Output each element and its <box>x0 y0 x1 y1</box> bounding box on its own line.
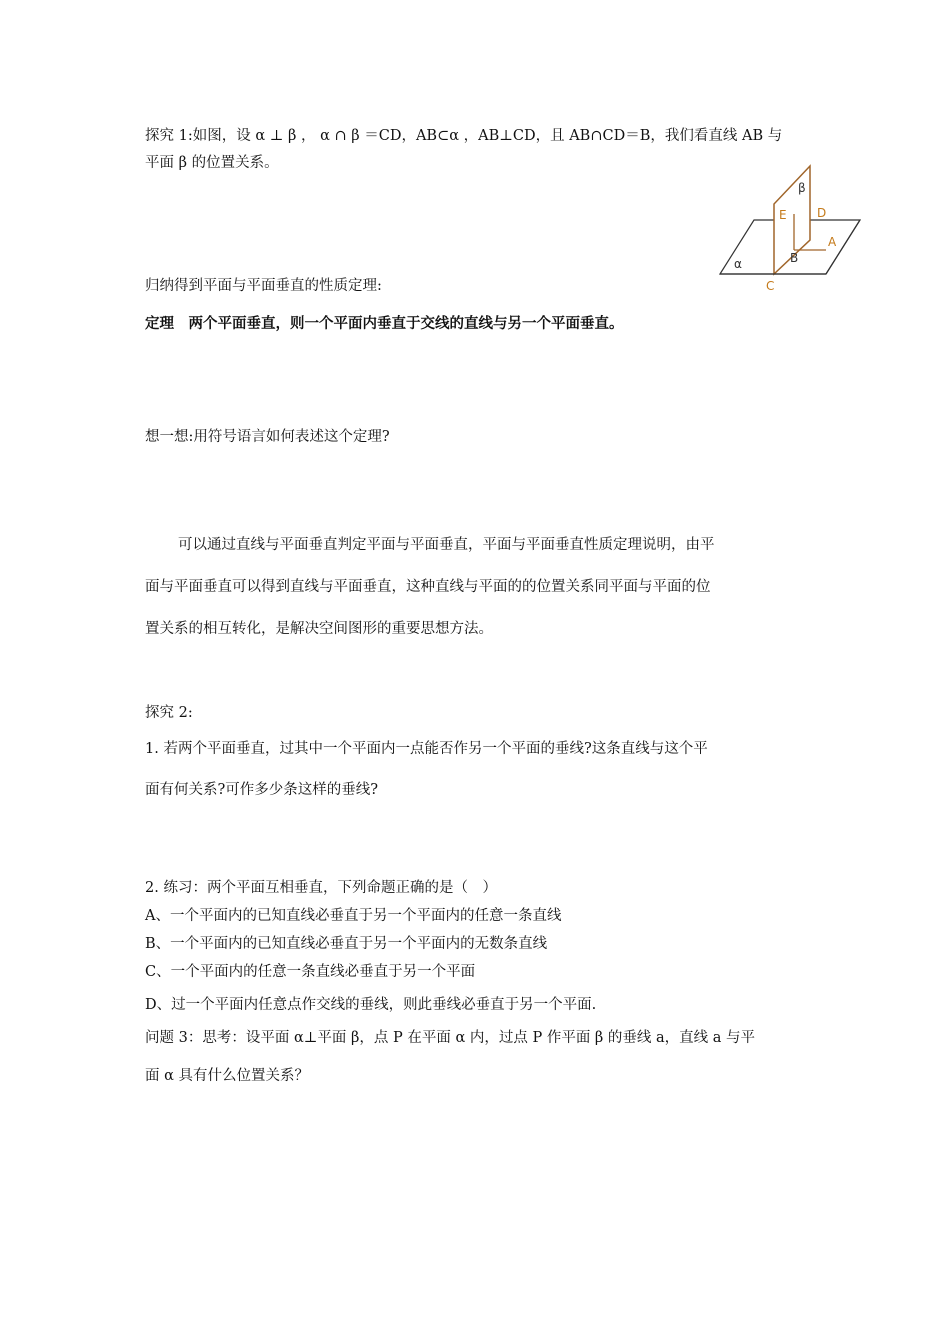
summary-label: 归纳得到平面与平面垂直的性质定理: <box>145 278 382 294</box>
theorem-statement: 定理 两个平面垂直，则一个平面内垂直于交线的直线与另一个平面垂直。 <box>145 316 624 332</box>
explore1-line1: 探究 1:如图，设 α ⊥ β ， α ∩ β ＝CD，AB⊂α ，AB⊥CD，且 AB∩CD＝B，我们看直线 AB 与 <box>145 128 783 144</box>
perpendicular-planes-figure <box>718 162 866 292</box>
paragraph-line2: 面与平面垂直可以得到直线与平面垂直，这种直线与平面的的位置关系同平面与平面的位 <box>145 579 711 595</box>
explore2-q1-line1: 1. 若两个平面垂直，过其中一个平面内一点能否作另一个平面的垂线?这条直线与这个平 <box>145 741 708 757</box>
label-point-b: B <box>790 251 799 265</box>
explore1-line2: 平面 β 的位置关系。 <box>145 155 279 171</box>
label-point-c: C <box>766 279 775 292</box>
label-point-d: D <box>817 206 827 220</box>
label-point-e: E <box>779 208 787 222</box>
label-point-a: A <box>828 235 837 249</box>
exercise-option-d: D、过一个平面内任意点作交线的垂线，则此垂线必垂直于另一个平面. <box>145 997 597 1013</box>
think-prompt: 想一想:用符号语言如何表述这个定理? <box>145 429 390 445</box>
paragraph-line1: 可以通过直线与平面垂直判定平面与平面垂直，平面与平面垂直性质定理说明，由平 <box>178 537 715 553</box>
explore2-title: 探究 2: <box>145 705 193 721</box>
paragraph-line3: 置关系的相互转化，是解决空间图形的重要思想方法。 <box>145 621 493 637</box>
problem3-line2: 面 α 具有什么位置关系？ <box>145 1068 310 1084</box>
label-beta: β <box>798 181 806 195</box>
exercise-option-a: A、一个平面内的已知直线必垂直于另一个平面内的任意一条直线 <box>145 908 562 924</box>
label-alpha: α <box>734 257 742 271</box>
exercise-option-c: C、一个平面内的任意一条直线必垂直于另一个平面 <box>145 964 476 980</box>
explore2-q1-line2: 面有何关系?可作多少条这样的垂线? <box>145 782 379 798</box>
problem3-line1: 问题 3：思考：设平面 α⊥平面 β，点 P 在平面 α 内，过点 P 作平面 β 的垂线 a，直线 a 与平 <box>145 1030 756 1046</box>
exercise-question: 2. 练习：两个平面互相垂直，下列命题正确的是（ ） <box>145 880 497 896</box>
exercise-option-b: B、一个平面内的已知直线必垂直于另一个平面内的无数条直线 <box>145 936 548 952</box>
